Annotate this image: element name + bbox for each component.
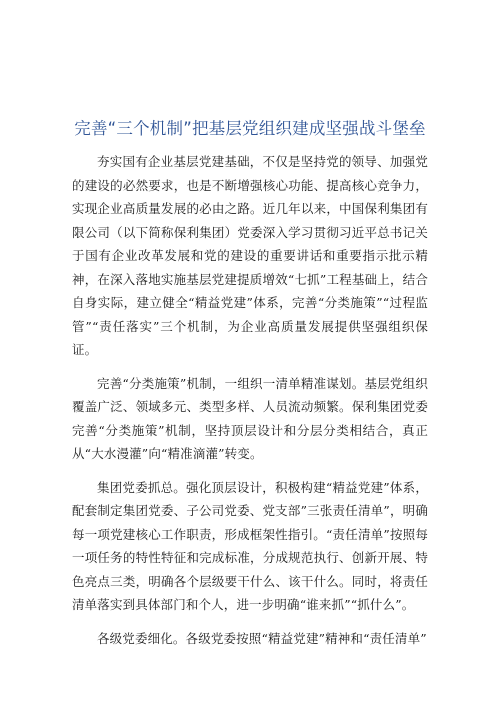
paragraph-party-committees: 各级党委细化。各级党委按照“精益党建”精神和“责任清单” — [97, 630, 427, 646]
document-title: 完善“三个机制”把基层党组织建成坚强战斗堡垒 — [74, 119, 426, 138]
paragraph-intro: 夯实国有企业基层党建基础，不仅是坚持党的领导、加强党的建设的必然要求，也是不断增强核心功能、提高核心竞争力，实现企业高质量发展的必由之路。近几年以来，中国保利集团有限公司（以下简称保利集团）党委深入学习贯彻习近平总书记关于国有企业改革发展和党的建设的重要讲话和重要指示批示精神，在深入落地实施基层党建提质增效“七抓”工程基础上，结合自身实际，建立健全“精益党建”体系，完善“分类施策”“过程监管”“责任落实”三个机制，为企业高质量发展提供坚强组织保证。 — [72, 154, 428, 357]
paragraph-group-committee: 集团党委抓总。强化顶层设计，积极构建“精益党建”体系，配套制定集团党委、子公司党委、党支部”三张责任清单”，明确每一项党建核心工作职责，形成框架性指引。“责任清单”按照每一项任务的特性特征和完成标准，分成规范执行、创新开展、特色亮点三类，明确各个层级要干什么、该干什么。同时，将责任清单落实到具体部门和个人，进一步明确“谁来抓”“抓什么”。 — [72, 479, 428, 612]
paragraph-classified-policy: 完善“分类施策”机制，一组织一清单精准谋划。基层党组织覆盖广泛、领域多元、类型多样、人员流动频繁。保利集团党委完善“分类施策”机制，坚持顶层设计和分层分类相结合，真正从“大水漫灌”向“精准滴灌”转变。 — [72, 375, 428, 461]
